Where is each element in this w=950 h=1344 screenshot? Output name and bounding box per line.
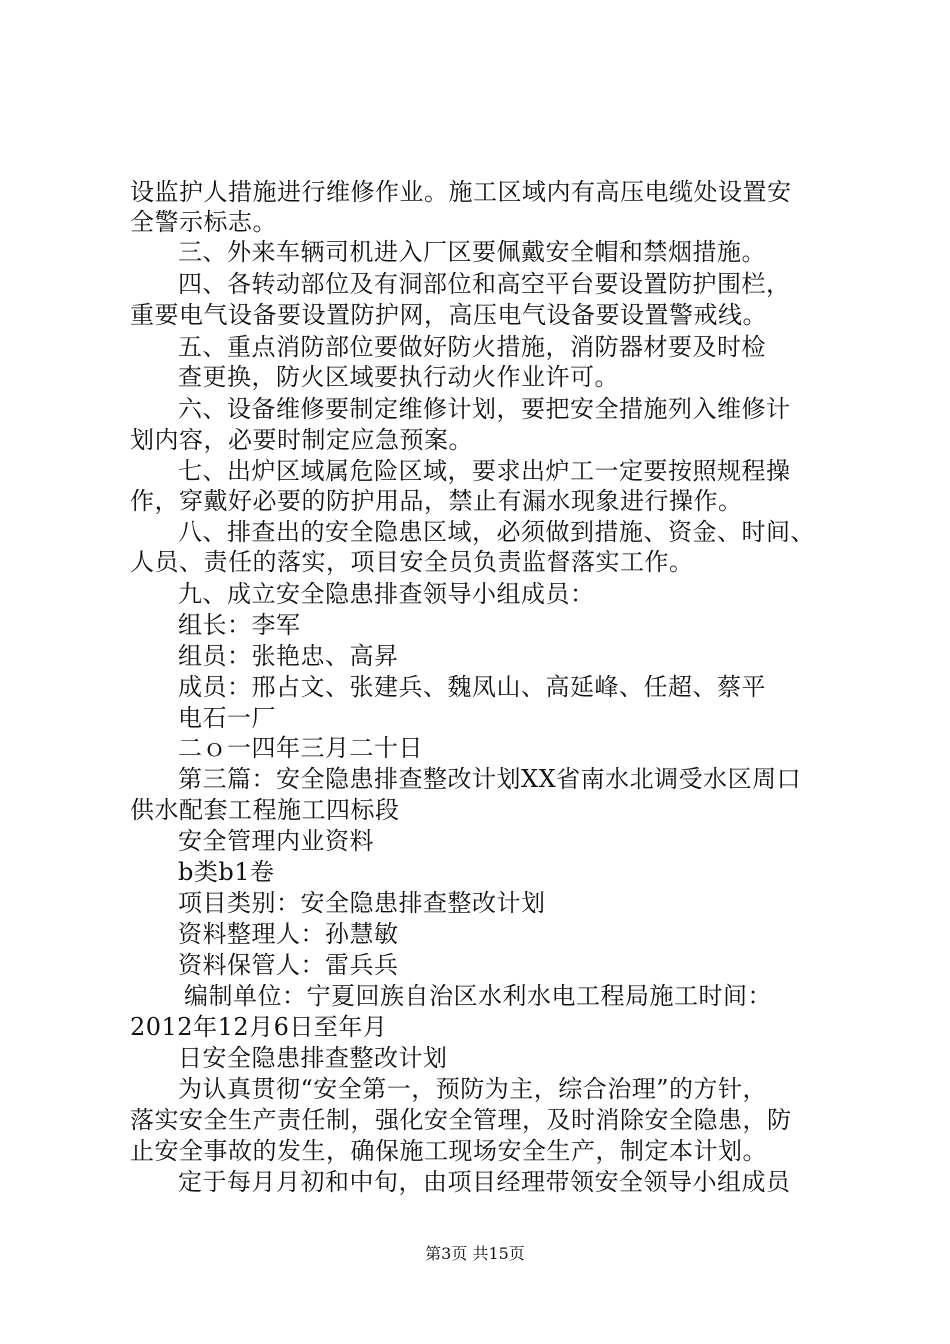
text-line: 资料保管人：雷兵兵 xyxy=(178,951,399,979)
text-line: 止安全事故的发生，确保施工现场安全生产，制定本计划。 xyxy=(130,1137,767,1165)
text-line: 为认真贯彻“安全第一，预防为主，综合治理”的方针， xyxy=(178,1075,768,1103)
text-line: 落实安全生产责任制，强化安全管理，及时消除安全隐患，防 xyxy=(130,1106,792,1134)
text-line: b类b1卷 xyxy=(178,858,275,886)
text-line: 八、排查出的安全隐患区域，必须做到措施、资金、时间、 xyxy=(178,518,815,546)
text-line: 七、出炉区域属危险区域，要求出炉工一定要按照规程操 xyxy=(178,457,791,485)
text-line: 组长：李军 xyxy=(178,611,301,639)
text-line: 九、成立安全隐患排查领导小组成员： xyxy=(178,580,595,608)
text-line: 电石一厂 xyxy=(178,704,276,732)
text-line: 五、重点消防部位要做好防火措施，消防器材要及时检 xyxy=(178,333,766,361)
text-line: 第三篇：安全隐患排查整改计划XX省南水北调受水区周口 xyxy=(178,765,802,793)
text-line: 资料整理人：孙慧敏 xyxy=(178,920,399,948)
text-line: 定于每月月初和中旬，由项目经理带领安全领导小组成员 xyxy=(178,1168,791,1196)
page-number: 第3页 共15页 xyxy=(425,1244,525,1263)
text-line: 作，穿戴好必要的防护用品，禁止有漏水现象进行操作。 xyxy=(130,487,743,515)
text-line: 划内容，必要时制定应急预案。 xyxy=(130,426,473,454)
text-line: 组员：张艳忠、高昇 xyxy=(178,642,399,670)
text-line: 成员：邢占文、张建兵、魏凤山、高延峰、任超、蔡平 xyxy=(178,673,766,701)
text-line: 三、外来车辆司机进入厂区要佩戴安全帽和禁烟措施。 xyxy=(178,238,766,266)
text-line: 四、各转动部位及有洞部位和高空平台要设置防护围栏， xyxy=(178,270,791,298)
text-line: 2012年12月6日至年月 xyxy=(130,1013,388,1041)
text-line: 项目类别：安全隐患排查整改计划 xyxy=(178,889,546,917)
text-line: 日安全隐患排查整改计划 xyxy=(178,1044,448,1072)
text-line: 查更换，防火区域要执行动火作业许可。 xyxy=(178,363,619,391)
text-line: 重要电气设备要设置防护网，高压电气设备要设置警戒线。 xyxy=(130,301,767,329)
text-line: 编制单位：宁夏回族自治区水利水电工程局施工时间： xyxy=(184,982,772,1010)
text-line: 六、设备维修要制定维修计划，要把安全措施列入维修计 xyxy=(178,395,791,423)
text-line: 设监护人措施进行维修作业。施工区域内有高压电缆处设置安 xyxy=(130,178,792,206)
text-line: 供水配套工程施工四标段 xyxy=(130,796,400,824)
text-line: 安全管理内业资料 xyxy=(178,827,374,855)
text-line: 全警示标志。 xyxy=(130,208,277,236)
text-line: 人员、责任的落实，项目安全员负责监督落实工作。 xyxy=(130,548,694,576)
text-line: 二ｏ一四年三月二十日 xyxy=(178,734,423,762)
